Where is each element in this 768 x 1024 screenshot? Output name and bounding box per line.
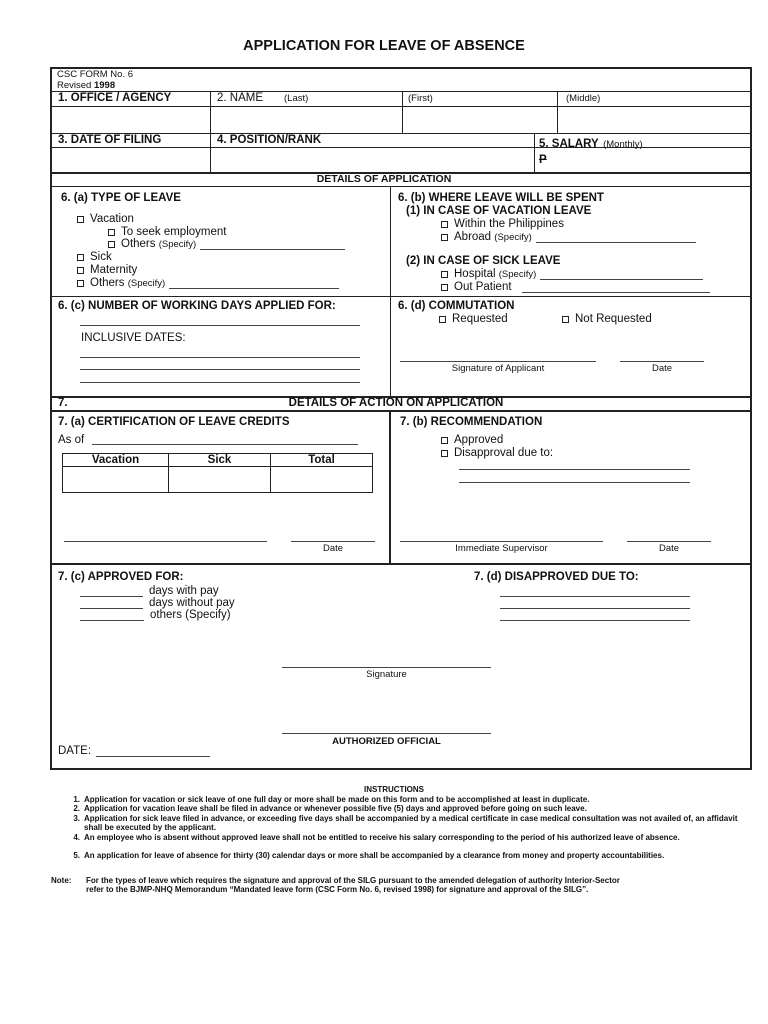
type-of-leave-title: 6. (a) TYPE OF LEAVE (61, 192, 181, 204)
total-column-header: Total (308, 454, 335, 466)
within-philippines-checkbox[interactable] (441, 221, 448, 228)
approved-option[interactable]: Approved (441, 435, 503, 447)
position-rank-label: 4. POSITION/RANK (217, 134, 322, 146)
vacation-others-checkbox[interactable] (108, 241, 115, 248)
disapproved-reason-line-2[interactable] (500, 608, 690, 609)
authorized-official-line[interactable] (282, 733, 491, 734)
details-of-application-heading: DETAILS OF APPLICATION (316, 173, 452, 185)
sick-option[interactable]: Sick (77, 252, 112, 264)
seek-employment-option[interactable]: To seek employment (108, 227, 226, 239)
abroad-checkbox[interactable] (441, 234, 448, 241)
approved-others-field[interactable] (80, 620, 144, 621)
hospital-checkbox[interactable] (441, 271, 448, 278)
disapproved-reason-line-1[interactable] (500, 596, 690, 597)
others-option[interactable]: Others (Specify) (77, 278, 339, 290)
seek-employment-checkbox[interactable] (108, 229, 115, 236)
signature-line[interactable] (282, 667, 491, 668)
inclusive-dates-line-1[interactable] (80, 357, 360, 358)
maternity-checkbox[interactable] (77, 267, 84, 274)
salary-label: 5. SALARY (Monthly) (539, 138, 643, 150)
days-with-pay-field[interactable] (80, 596, 143, 597)
certification-title: 7. (a) CERTIFICATION OF LEAVE CREDITS (58, 416, 290, 428)
name-first-field[interactable] (403, 107, 556, 132)
disapproved-reason-line-3[interactable] (500, 620, 690, 621)
disapproval-reason-line-2[interactable] (459, 482, 690, 483)
not-requested-checkbox[interactable] (562, 316, 569, 323)
days-without-pay-row: days without pay (80, 598, 235, 610)
supervisor-date-line[interactable] (627, 541, 711, 542)
recommendation-title: 7. (b) RECOMMENDATION (400, 416, 543, 428)
abroad-option[interactable]: Abroad (Specify) (441, 232, 696, 244)
sick-credit-cell[interactable] (169, 467, 270, 492)
not-requested-option[interactable]: Not Requested (562, 314, 652, 326)
sick-checkbox[interactable] (77, 254, 84, 261)
authorized-official-label: AUTHORIZED OFFICIAL (332, 736, 441, 747)
name-label: 2. NAME (217, 92, 264, 104)
disapproval-reason-line-1[interactable] (459, 469, 690, 470)
out-patient-checkbox[interactable] (441, 284, 448, 291)
abroad-specify-field[interactable] (536, 242, 696, 243)
note-line-2: refer to the BJMP-NHQ Memorandum “Mandated leave form (CSC Form No. 6, revised 1998) for signature and approval of the SILG”. (86, 885, 589, 894)
days-without-pay-field[interactable] (80, 608, 143, 609)
note-line-1: For the types of leave which requires the signature and approval of the SILG pursuant to the amended delegation of authority Interior-Sector (86, 876, 620, 885)
vacation-credit-cell[interactable] (63, 467, 168, 492)
total-credit-cell[interactable] (271, 467, 372, 492)
working-days-title: 6. (c) NUMBER OF WORKING DAYS APPLIED FOR: (58, 300, 336, 312)
requested-checkbox[interactable] (439, 316, 446, 323)
working-days-field[interactable] (80, 325, 360, 326)
vacation-case-label: (1) IN CASE OF VACATION LEAVE (406, 205, 592, 217)
date-of-filing-field[interactable] (52, 148, 209, 172)
office-agency-label: 1. OFFICE / AGENCY (58, 92, 172, 104)
certification-date-label: Date (322, 543, 344, 554)
as-of-field[interactable] (92, 444, 358, 445)
office-agency-field[interactable] (52, 107, 209, 132)
within-philippines-option[interactable]: Within the Philippines (441, 219, 564, 231)
applicant-date-label: Date (651, 363, 673, 374)
maternity-option[interactable]: Maternity (77, 265, 137, 277)
details-of-action-heading: DETAILS OF ACTION ON APPLICATION (288, 397, 504, 409)
form-number: CSC FORM No. 6 (57, 69, 134, 80)
vacation-others-specify-field[interactable] (200, 249, 345, 250)
signature-label: Signature (366, 669, 407, 680)
name-middle-label: (Middle) (566, 93, 601, 104)
form-title: APPLICATION FOR LEAVE OF ABSENCE (243, 38, 525, 54)
supervisor-date-label: Date (658, 543, 680, 554)
inclusive-dates-line-2[interactable] (80, 369, 360, 370)
out-patient-option[interactable]: Out Patient (441, 282, 710, 294)
vacation-others-option[interactable]: Others (Specify) (108, 239, 345, 251)
certification-date-line[interactable] (291, 541, 375, 542)
others-specify-row: others (Specify) (80, 610, 231, 622)
applicant-date-line[interactable] (620, 361, 704, 362)
form-revised: Revised 1998 (57, 80, 116, 91)
applicant-signature-line[interactable] (400, 361, 596, 362)
days-with-pay-row: days with pay (80, 586, 219, 598)
signature-of-applicant-label: Signature of Applicant (451, 363, 545, 374)
peso-symbol: P (539, 154, 547, 166)
as-of-label: As of (58, 434, 85, 446)
vacation-column-header: Vacation (91, 454, 140, 466)
instructions-title: INSTRUCTIONS (364, 785, 424, 794)
date-field[interactable] (96, 756, 210, 757)
name-middle-field[interactable] (558, 107, 750, 132)
name-last-label: (Last) (284, 93, 309, 104)
hospital-option[interactable]: Hospital (Specify) (441, 269, 703, 281)
immediate-supervisor-label: Immediate Supervisor (455, 543, 548, 554)
name-first-label: (First) (408, 93, 433, 104)
approved-for-title: 7. (c) APPROVED FOR: (58, 571, 184, 583)
position-rank-field[interactable] (211, 148, 533, 172)
date-of-filing-label: 3. DATE OF FILING (58, 134, 162, 146)
others-specify-field[interactable] (169, 288, 339, 289)
name-last-field[interactable] (211, 107, 401, 132)
inclusive-dates-line-3[interactable] (80, 382, 360, 383)
note-label: Note: (51, 876, 72, 885)
vacation-option[interactable]: Vacation (77, 214, 134, 226)
disapproval-checkbox[interactable] (441, 450, 448, 457)
approved-checkbox[interactable] (441, 437, 448, 444)
salary-field[interactable] (552, 148, 750, 172)
disapproval-option[interactable]: Disapproval due to: (441, 448, 553, 460)
action-number: 7. (58, 397, 68, 409)
inclusive-dates-label: INCLUSIVE DATES: (81, 332, 186, 344)
disapproved-due-to-title: 7. (d) DISAPPROVED DUE TO: (474, 571, 639, 583)
instructions-list: 1. Application for vacation or sick leave of one full day or more shall be made on this form and to be accomplished at least in duplicate. 2. Application for vacation leave shall be filed in advance or whenever possible five (5) days and approved before going on such leave. 3. Application for sick leave filed in advance, or exceeding five days shall be accompanied by a medical certificate in case medical consultation was not availed of, an affidavit shall be executed by the applicant. 4. An employee who is absent without approved leave shall not be entitled to receive his salary corresponding to the period of his authorized leave of absence. 5. An application for leave of absence for thirty (30) calendar days or more shall be accompanied by a clearance from money and property accountabilities. (73, 795, 738, 861)
requested-option[interactable]: Requested (439, 314, 508, 326)
others-checkbox[interactable] (77, 280, 84, 287)
out-patient-field[interactable] (522, 292, 710, 293)
where-spent-title: 6. (b) WHERE LEAVE WILL BE SPENT (398, 192, 604, 204)
certifier-signature-line[interactable] (64, 541, 267, 542)
hospital-specify-field[interactable] (540, 279, 703, 280)
vacation-checkbox[interactable] (77, 216, 84, 223)
sick-case-label: (2) IN CASE OF SICK LEAVE (406, 255, 561, 267)
commutation-title: 6. (d) COMMUTATION (398, 300, 515, 312)
sick-column-header: Sick (207, 454, 232, 466)
supervisor-signature-line[interactable] (400, 541, 603, 542)
date-label: DATE: (58, 745, 92, 757)
